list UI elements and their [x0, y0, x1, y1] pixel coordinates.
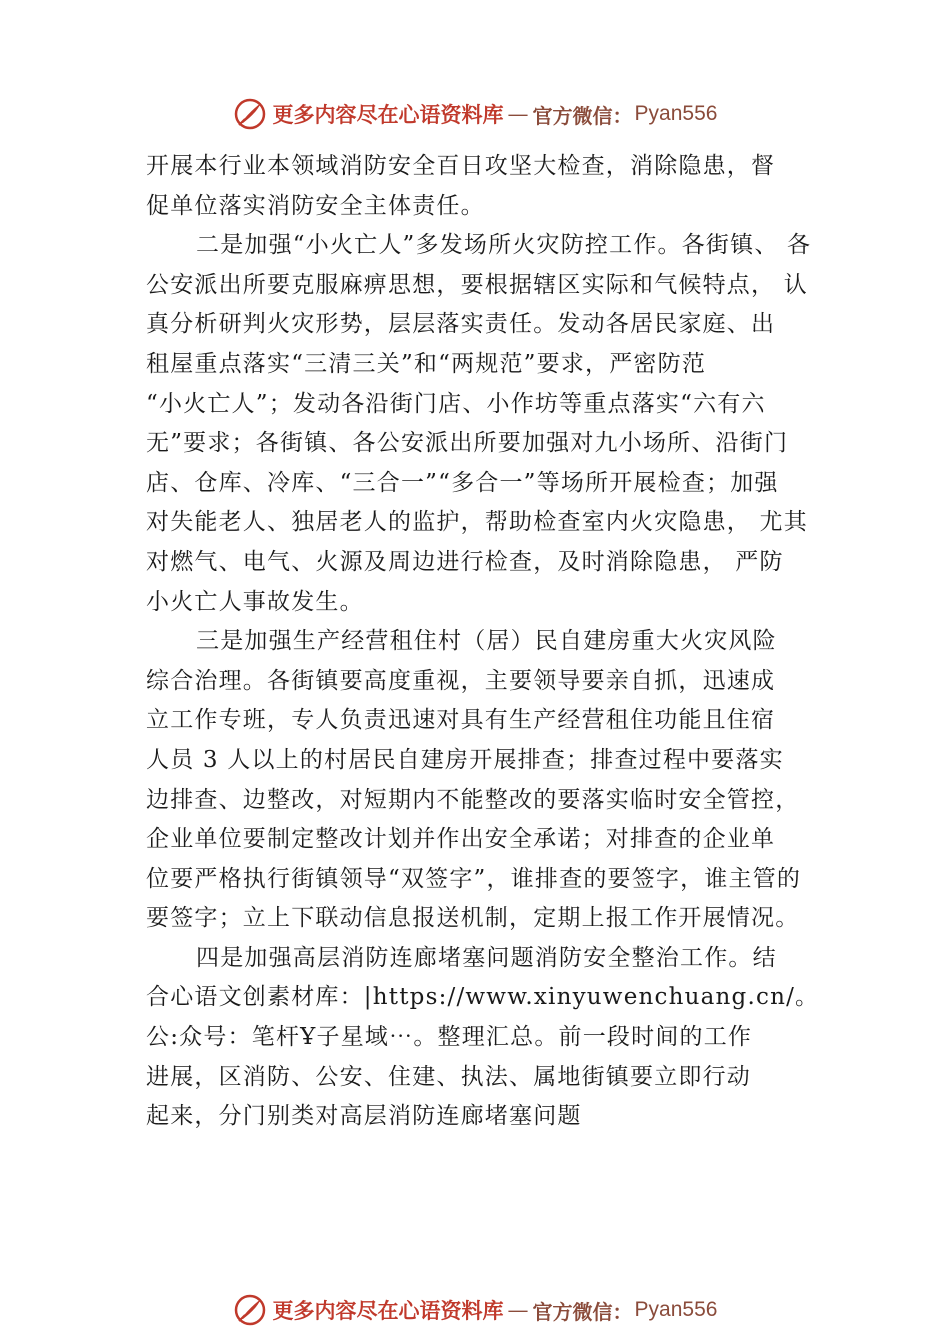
- body-line: 促单位落实消防安全主体责任。: [146, 192, 485, 219]
- body-line: 真分析研判火灾形势，层层落实责任。发动各居民家庭、出: [146, 311, 776, 338]
- quill-logo-icon: [233, 97, 267, 131]
- header-watermark: [0, 94, 950, 134]
- body-line: 三是加强生产经营租住村（居）民自建房重大火灾风险: [196, 628, 777, 655]
- body-line: 边排查、边整改，对短期内不能整改的要落实临时安全管控，: [146, 786, 800, 813]
- body-line: 企业单位要制定整改计划并作出安全承诺；对排查的企业单: [146, 826, 776, 853]
- watermark-brand: 更多内容尽在心语资料库: [272, 1298, 504, 1323]
- watermark-account: Pyan556: [634, 102, 718, 125]
- body-line: 对燃气、电气、火源及周边进行检查，及时消除隐患， 严防: [146, 548, 784, 575]
- body-line: 公:众号：笔杆Ұ子星域⋯。整理汇总。前一段时间的工作: [146, 1024, 753, 1051]
- body-line: 开展本行业本领域消防安全百日攻坚大检查，消除隐患，督: [146, 153, 776, 179]
- body-line: 公安派出所要克服麻痹思想，要根据辖区实际和气候特点， 认: [146, 271, 808, 298]
- body-line: 合心语文创素材库：|https://www.xinyuwenchuang.cn/。: [146, 984, 820, 1011]
- watermark-label: 官方微信：: [532, 1299, 633, 1324]
- watermark-separator: —: [507, 1298, 529, 1322]
- body-line: 小火亡人事故发生。: [146, 588, 364, 615]
- body-line: 无”要求；各街镇、各公安派出所要加强对九小场所、沿街门: [146, 430, 789, 457]
- body-line: 综合治理。各街镇要高度重视，主要领导要亲自抓，迅速成: [146, 667, 776, 694]
- body-line: 人员 3 人以上的村居民自建房开展排查；排查过程中要落实: [146, 746, 784, 773]
- watermark-separator: —: [507, 102, 529, 126]
- watermark-label: 官方微信：: [532, 103, 633, 128]
- body-line: 位要严格执行街镇领导“双签字”，谁排查的要签字，谁主管的: [146, 865, 802, 892]
- body-line: 要签字；立上下联动信息报送机制，定期上报工作开展情况。: [146, 905, 800, 932]
- quill-logo-icon: [233, 1293, 267, 1327]
- document-body: [146, 147, 836, 1137]
- watermark-account: Pyan556: [634, 1298, 718, 1321]
- body-line: 店、仓库、冷库、“三合一”“多合一”等场所开展检查；加强: [146, 469, 779, 496]
- body-line: 二是加强“小火亡人”多发场所火灾防控工作。各街镇、 各: [196, 232, 812, 259]
- footer-watermark: [0, 1290, 950, 1330]
- body-line: 四是加强高层消防连廊堵塞问题消防安全整治工作。结: [196, 944, 777, 971]
- watermark-brand: 更多内容尽在心语资料库: [272, 102, 504, 127]
- body-line: 起来，分门别类对高层消防连廊堵塞问题: [146, 1103, 582, 1130]
- body-line: 对失能老人、独居老人的监护，帮助检查室内火灾隐患， 尤其: [146, 509, 808, 536]
- body-line: 进展，区消防、公安、住建、执法、属地街镇要立即行动: [146, 1063, 751, 1090]
- body-line: 租屋重点落实“三清三关”和“两规范”要求，严密防范: [146, 350, 707, 377]
- body-line: “小火亡人”；发动各沿街门店、小作坊等重点落实“六有六: [146, 390, 766, 417]
- body-line: 立工作专班，专人负责迅速对具有生产经营租住功能且住宿: [146, 707, 776, 734]
